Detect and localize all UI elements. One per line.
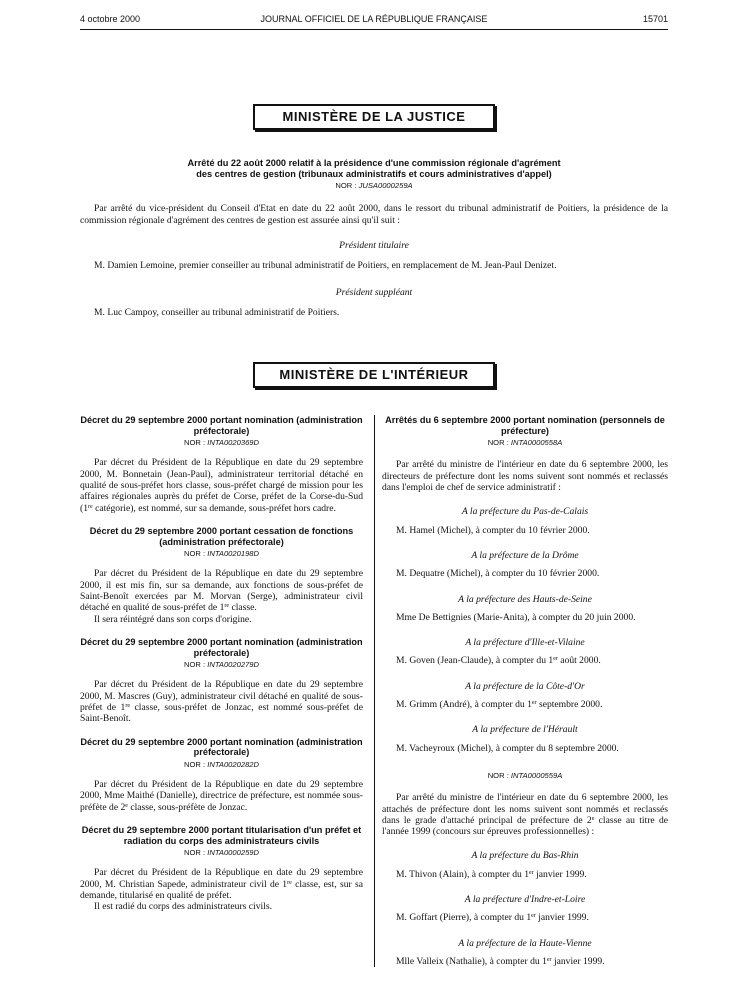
decree-title: Décret du 29 septembre 2000 portant cessation de fonctions (administration préfectorale) <box>89 525 354 547</box>
decree-paragraph: Par décret du Président de la République en date du 29 septembre 2000, Mme Maithé (Danielle), directrice de préfecture, est nommée sous-préfète de 2e classe, sous-préfète de Jonzac. <box>80 779 363 813</box>
decree-2 <box>80 526 363 625</box>
decree-paragraph: Par décret du Président de la République en date du 29 septembre 2000, M. Christian Sapede, administrateur civil de 1re classe, est, sur sa demande, titularisé en qualité de préfet. <box>80 867 363 902</box>
prefecture-heading: A la préfecture d'Ille-et-Vilaine <box>465 637 585 649</box>
decree-nor: NOR : INTA0020369D <box>184 438 259 448</box>
issue-date: 4 octobre 2000 <box>80 14 141 24</box>
justice-text-titulaire: M. Damien Lemoine, premier conseiller au tribunal administratif de Poitiers, en remplacement de M. Jean-Paul Denizet. <box>94 260 557 272</box>
decree-paragraph: Par décret du Président de la République en date du 29 septembre 2000, il est mis fin, sur sa demande, aux fonctions de sous-préfet de Saint-Benoît exercées par M. Morvan (Serge), administrateur civil détaché en qualité de sous-préfet de 1re classe. <box>80 568 363 614</box>
ministry-interieur-box: MINISTÈRE DE L'INTÉRIEUR <box>253 362 495 388</box>
decree-title: Décret du 29 septembre 2000 portant nomination (administration préfectorale) <box>80 415 363 436</box>
prefecture-heading: A la préfecture des Hauts-de-Seine <box>458 593 592 605</box>
justice-body: Par arrêté du vice-président du Conseil d'Etat en date du 22 août 2000, dans le ressort du tribunal administratif de Poitiers, la présidence de la commission régionale d'agrément des centres de gestion est assurée ainsi qu'il suit : <box>80 203 668 226</box>
ministry-justice-box: MINISTÈRE DE LA JUSTICE <box>253 104 495 130</box>
arretes-intro-1: Par arrêté du ministre de l'intérieur en date du 6 septembre 2000, les directeurs de préfecture dont les noms suivent sont nommés et reclassés dans l'emploi de chef de service administratif : <box>382 459 668 494</box>
interieur-right-column <box>382 415 668 967</box>
appointment-text: M. Grimm (André), à compter du 1er septembre 2000. <box>396 699 603 711</box>
decree-paragraph: Par décret du Président de la République en date du 29 septembre 2000, M. Bonnetain (Jean-Paul), administrateur territorial détaché en qualité de sous-préfet hors classe, sous-préfet chargé de mission pour les affaires régionales auprès du préfet de Corse, préfet de la Corse-du-Sud (1re catégorie), est nommé, sur sa demande, sous-préfet hors cadre. <box>80 457 363 514</box>
decree-4 <box>80 737 363 813</box>
justice-heading-suppleant: Président suppléant <box>335 286 413 298</box>
justice-section <box>80 158 668 318</box>
justice-nor <box>80 180 668 191</box>
justice-title-line2: des centres de gestion (tribunaux administratifs et cours administratives d'appel) <box>196 168 552 179</box>
justice-heading-titulaire: Président titulaire <box>339 240 409 252</box>
prefecture-heading: A la préfecture de la Haute-Vienne <box>458 937 592 949</box>
column-separator <box>374 415 375 967</box>
decree-nor: NOR : INTA0020282D <box>184 759 259 769</box>
interieur-left-column <box>80 415 363 913</box>
running-header <box>80 14 668 28</box>
appointment-text: M. Thivon (Alain), à compter du 1er janvier 1999. <box>396 868 587 880</box>
decree-paragraph: Par décret du Président de la République en date du 29 septembre 2000, M. Mascres (Guy), administrateur civil détaché en qualité de sous-préfet de 1re classe, sous-préfet de Jonzac, est nommé sous-préfet de Saint-Benoît. <box>80 679 363 725</box>
prefecture-heading: A la préfecture de l'Hérault <box>472 724 578 736</box>
decree-3 <box>80 637 363 725</box>
journal-title: JOURNAL OFFICIEL DE LA RÉPUBLIQUE FRANÇAISE <box>260 14 488 24</box>
appointment-text: Mme De Bettignies (Marie-Anita), à compter du 20 juin 2000. <box>396 611 636 623</box>
decree-title: Décret du 29 septembre 2000 portant nomination (administration préfectorale) <box>80 636 363 658</box>
appointment-text: M. Goffart (Pierre), à compter du 1er janvier 1999. <box>396 912 589 924</box>
decree-5 <box>80 825 363 913</box>
decree-title: Décret du 29 septembre 2000 portant titularisation d'un préfet et radiation du corps des administrateurs civils <box>81 824 362 846</box>
appointment-text: M. Goven (Jean-Claude), à compter du 1er août 2000. <box>396 655 601 667</box>
nor-label: NOR : <box>335 181 359 191</box>
prefecture-heading: A la préfecture de la Côte-d'Or <box>465 680 585 692</box>
justice-text-suppleant: M. Luc Campoy, conseiller au tribunal administratif de Poitiers. <box>94 306 340 318</box>
appointment-text: Mlle Valleix (Nathalie), à compter du 1er janvier 1999. <box>396 955 605 967</box>
decree-nor: NOR : INTA0000259D <box>184 848 259 858</box>
prefecture-heading: A la préfecture d'Indre-et-Loire <box>464 894 586 906</box>
nor-code: JUSA0000259A <box>358 181 413 191</box>
decree-paragraph: Il est radié du corps des administrateurs civils. <box>94 901 272 913</box>
arretes-nor-2: NOR : INTA0000559A <box>487 770 563 780</box>
justice-title <box>80 158 668 179</box>
arretes-intro-2: Par arrêté du ministre de l'intérieur en date du 6 septembre 2000, les attachés de préfecture dont les noms suivent sont nommés et reclassés dans le grade d'attaché principal de préfecture de 2e classe au titre de l'année 1999 (concours sur épreuves professionnelles) : <box>382 792 668 838</box>
justice-title-line1: Arrêté du 22 août 2000 relatif à la présidence d'une commission régionale d'agrément <box>187 158 561 168</box>
prefecture-heading: A la préfecture de la Drôme <box>471 549 579 561</box>
appointment-text: M. Hamel (Michel), à compter du 10 février 2000. <box>396 524 590 536</box>
appointment-text: M. Vacheyroux (Michel), à compter du 8 septembre 2000. <box>396 742 619 754</box>
appointment-text: M. Dequatre (Michel), à compter du 10 février 2000. <box>396 568 600 580</box>
arretes-nor-1: NOR : INTA0000558A <box>487 438 563 448</box>
decree-title: Décret du 29 septembre 2000 portant nomination (administration préfectorale) <box>80 736 363 758</box>
decree-nor: NOR : INTA0020198D <box>184 549 259 559</box>
decree-nor: NOR : INTA0020279D <box>184 660 259 670</box>
page-number: 15701 <box>642 14 668 24</box>
decree-paragraph: Il sera réintégré dans son corps d'origine. <box>94 613 252 625</box>
decree-1 <box>80 415 363 514</box>
prefecture-heading: A la préfecture du Bas-Rhin <box>471 850 579 862</box>
header-rule <box>80 29 668 30</box>
prefecture-heading: A la préfecture du Pas-de-Calais <box>461 506 589 518</box>
arretes-title: Arrêtés du 6 septembre 2000 portant nomination (personnels de préfecture) <box>385 415 665 436</box>
